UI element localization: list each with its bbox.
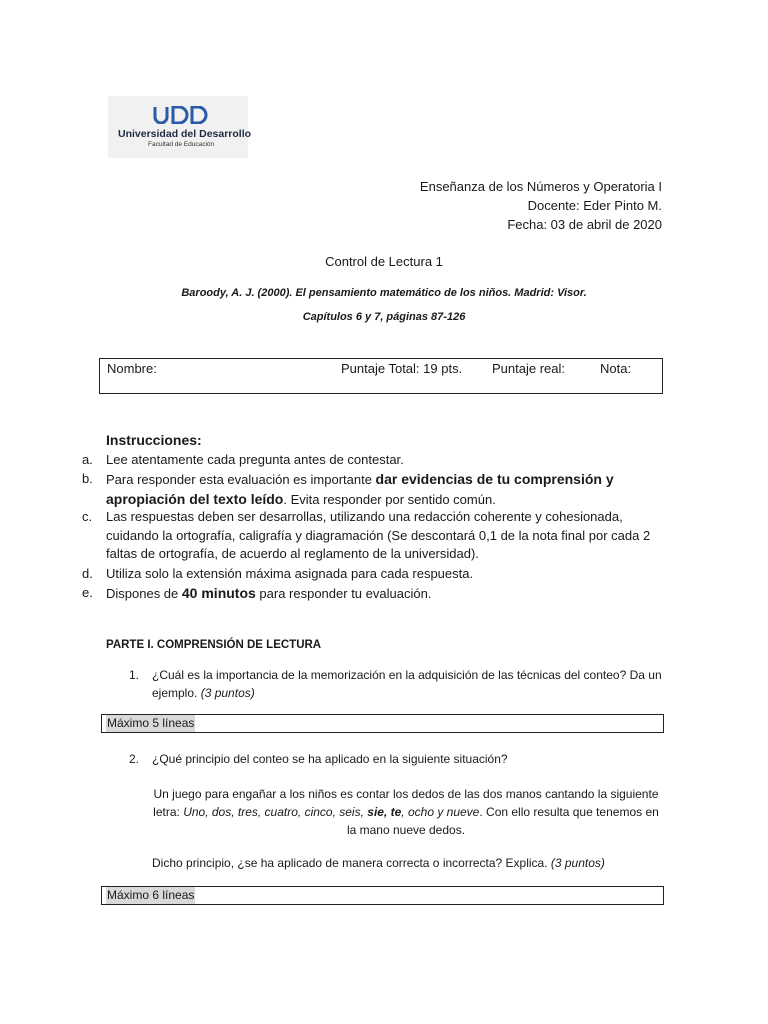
answer-limit-label: Máximo 5 líneas [107,716,195,730]
question-scenario: Un juego para engañar a los niños es contar los dedos de las dos manos cantando la siguiente letra: Uno, dos, tres, cuatro, cinco, seis, sie, te, ocho y nueve. Con ello resulta que tenemos en la mano nueve dedos. [153,787,659,837]
question-text: ¿Qué principio del conteo se ha aplicado en la siguiente situación? [152,752,508,766]
document-title: Control de Lectura 1 [325,254,443,269]
question-1 [129,667,669,703]
total-score-label: Puntaje Total: 19 pts. [341,361,463,376]
real-score-label: Puntaje real: [492,361,565,376]
answer-box-2[interactable] [101,886,664,905]
question-points: (3 puntos) [200,685,255,700]
instruction-letter: a. [82,452,93,467]
instructions-heading: Instrucciones: [106,432,202,448]
instruction-item [82,565,662,584]
instruction-text: Utiliza solo la extensión máxima asignada para cada respuesta. [106,566,474,581]
question-followup: Dicho principio, ¿se ha aplicado de manera correcta o incorrecta? Explica. (3 puntos) [152,856,605,870]
emphasis-text: 40 minutos [181,585,256,601]
section-title: PARTE I. COMPRENSIÓN DE LECTURA [106,639,322,651]
instruction-letter: b. [82,471,93,486]
answer-limit-label: Máximo 6 líneas [107,888,195,902]
instruction-item [82,584,662,603]
instruction-item [82,470,662,508]
instruction-letter: e. [82,585,93,600]
instruction-text: Las respuestas deben ser desarrollas, utilizando una redacción coherente y cohesionada, cuidando la ortografía, caligrafía y diagramación (Se descontará 0,1 de la nota final por cada 2 faltas de ortografía, de acuerdo al reglamento de la universidad). [106,509,651,561]
udd-logo-mark [152,106,212,124]
teacher-name: Docente: Eder Pinto M. [527,198,662,213]
question-number: 1. [129,668,140,682]
course-name: Enseñanza de los Números y Operatoria I [419,179,662,194]
question-2 [129,751,669,769]
logo-faculty-name: Facultad de Educación [148,141,215,148]
bibliographic-reference: Baroody, A. J. (2000). El pensamiento matemático de los niños. Madrid: Visor. [181,287,587,299]
university-logo [108,96,252,158]
question-points: (3 puntos) [550,856,605,870]
reference-chapters: Capítulos 6 y 7, páginas 87-126 [302,311,466,323]
logo-university-name: Universidad del Desarrollo [118,128,252,140]
grade-label: Nota: [600,361,632,376]
student-info-box [99,358,663,394]
instruction-item [82,451,662,470]
instruction-letter: d. [82,566,93,581]
instruction-item [82,508,662,564]
question-number: 2. [129,752,140,766]
emphasis-text: dar evidencias de tu comprensión y apropiación del texto leído [106,471,614,507]
question-text: ¿Cuál es la importancia de la memorización en la adquisición de las técnicas del conteo? Da un ejemplo. (3 puntos) [152,668,662,700]
instruction-letter: c. [82,509,93,524]
song-lyrics-error: sie, te [367,805,402,819]
instruction-text: Lee atentamente cada pregunta antes de contestar. [106,452,404,467]
exam-date: Fecha: 03 de abril de 2020 [507,217,662,232]
answer-box-1[interactable] [101,714,664,733]
name-label: Nombre: [107,361,157,376]
instruction-text: Dispones de 40 minutos para responder tu evaluación. [106,585,432,601]
song-lyrics-end: , ocho y nueve [401,805,480,819]
instruction-text: Para responder esta evaluación es importante dar evidencias de tu comprensión y apropiación del texto leído. Evita responder por sentido común. [106,471,614,507]
song-lyrics: Uno, dos, tres, cuatro, cinco, seis, [183,805,368,819]
